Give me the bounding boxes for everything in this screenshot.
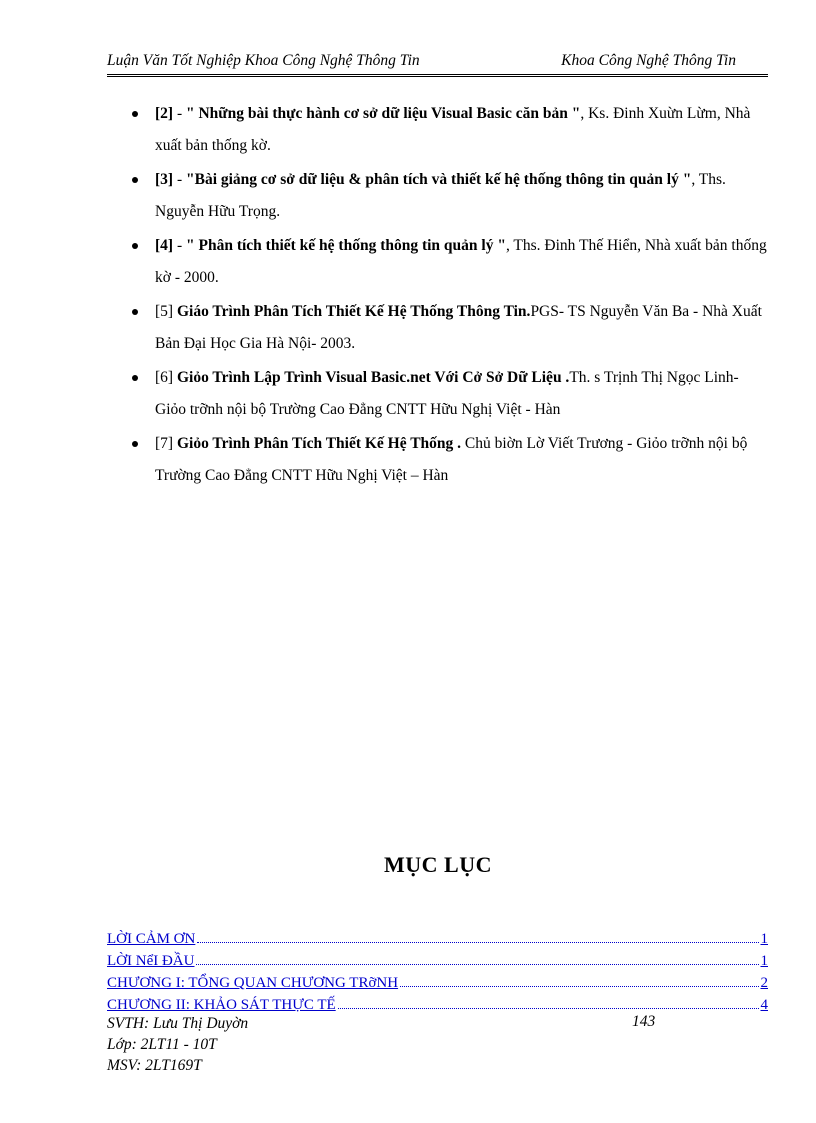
footer-student: SVTH: Lưu Thị Duyờn [107, 1015, 249, 1032]
reference-item [107, 296, 768, 360]
page-header [107, 52, 768, 76]
reference-details: , Ths. Nguyễn Hữu Trọng. [155, 171, 726, 220]
page-number: 143 [632, 1013, 656, 1030]
reference-title: " Những bài thực hành cơ sở dữ liệu Visual Basic căn bản " [186, 105, 581, 122]
reference-list [107, 98, 768, 494]
reference-details: PGS- TS Nguyễn Văn Ba - Nhà Xuất Bản Đại Học Gia Hà Nội- 2003. [155, 303, 762, 352]
toc-leader-dots [338, 994, 759, 1009]
toc-entry-link[interactable] [107, 972, 768, 994]
bullet-icon [132, 111, 138, 117]
bullet-icon [132, 243, 138, 249]
header-divider [107, 74, 768, 77]
reference-item [107, 98, 768, 162]
toc-entry-page: 1 [760, 931, 768, 947]
header-right-text: Khoa Công Nghệ Thông Tin [561, 52, 736, 69]
reference-item [107, 428, 768, 492]
reference-tag: [7] [155, 435, 177, 452]
reference-title: Giỏo Trình Phân Tích Thiết Kế Hệ Thống . [176, 435, 462, 452]
toc-leader-dots [400, 972, 758, 987]
reference-item [107, 362, 768, 426]
reference-tag: [5] [155, 303, 177, 320]
header-left-text: Luận Văn Tốt Nghiệp Khoa Công Nghệ Thông Tin [107, 52, 420, 69]
reference-tag: [3] [155, 171, 174, 188]
reference-details: Th. s Trịnh Thị Ngọc Linh- Giỏo trỡnh nội bộ Trường Cao Đẳng CNTT Hữu Nghị Việt - Hàn [155, 369, 739, 418]
bullet-icon [132, 375, 138, 381]
toc-title: MỤC LỤC [384, 852, 492, 877]
toc-entry-label: CHƯƠNG I: TỔNG QUAN CHƯƠNG TRỡNH [107, 975, 399, 991]
reference-dash: - [173, 237, 186, 254]
page-footer [107, 1013, 248, 1076]
reference-title: "Bài giảng cơ sở dữ liệu & phân tích và thiết kế hệ thống thông tin quản lý " [186, 171, 692, 188]
table-of-contents [107, 928, 768, 1016]
toc-entry-page: 4 [760, 997, 768, 1013]
reference-details: , Ths. Đinh Thế Hiển, Nhà xuất bản thống kờ - 2000. [155, 237, 767, 286]
toc-entry-page: 1 [760, 953, 768, 969]
reference-item [107, 230, 768, 294]
toc-leader-dots [196, 950, 758, 965]
footer-student-id: MSV: 2LT169T [107, 1057, 202, 1074]
reference-details: Chủ biờn Lờ Viết Trương - Giỏo trỡnh nội bộ Trường Cao Đẳng CNTT Hữu Nghị Việt – Hàn [155, 435, 748, 484]
toc-entry-page: 2 [760, 975, 768, 991]
toc-entry-label: CHƯƠNG II: KHẢO SÁT THỰC TẾ [107, 997, 336, 1013]
toc-entry-label: LỜI NểI ĐẦU [107, 953, 195, 969]
toc-leader-dots [197, 928, 758, 943]
reference-dash: - [173, 105, 186, 122]
reference-tag: [2] [155, 105, 174, 122]
bullet-icon [132, 177, 138, 183]
reference-tag: [4] [155, 237, 174, 254]
reference-tag: [6] [155, 369, 177, 386]
footer-class: Lớp: 2LT11 - 10T [107, 1036, 217, 1053]
reference-title: " Phân tích thiết kế hệ thống thông tin quản lý " [186, 237, 506, 254]
reference-details: , Ks. Đinh Xuừn Lừm, Nhà xuất bản thống kờ. [155, 105, 751, 154]
reference-item [107, 164, 768, 228]
toc-entry-link[interactable] [107, 950, 768, 972]
toc-entry-label: LỜI CẢM ƠN [107, 931, 196, 947]
reference-title: Giáo Trình Phân Tích Thiết Kế Hệ Thống Thông Tin. [176, 303, 531, 320]
toc-entry-link[interactable] [107, 928, 768, 950]
bullet-icon [132, 309, 138, 315]
reference-title: Giỏo Trình Lập Trình Visual Basic.net Với Cở Sở Dữ Liệu . [176, 369, 570, 386]
reference-dash: - [173, 171, 186, 188]
bullet-icon [132, 441, 138, 447]
